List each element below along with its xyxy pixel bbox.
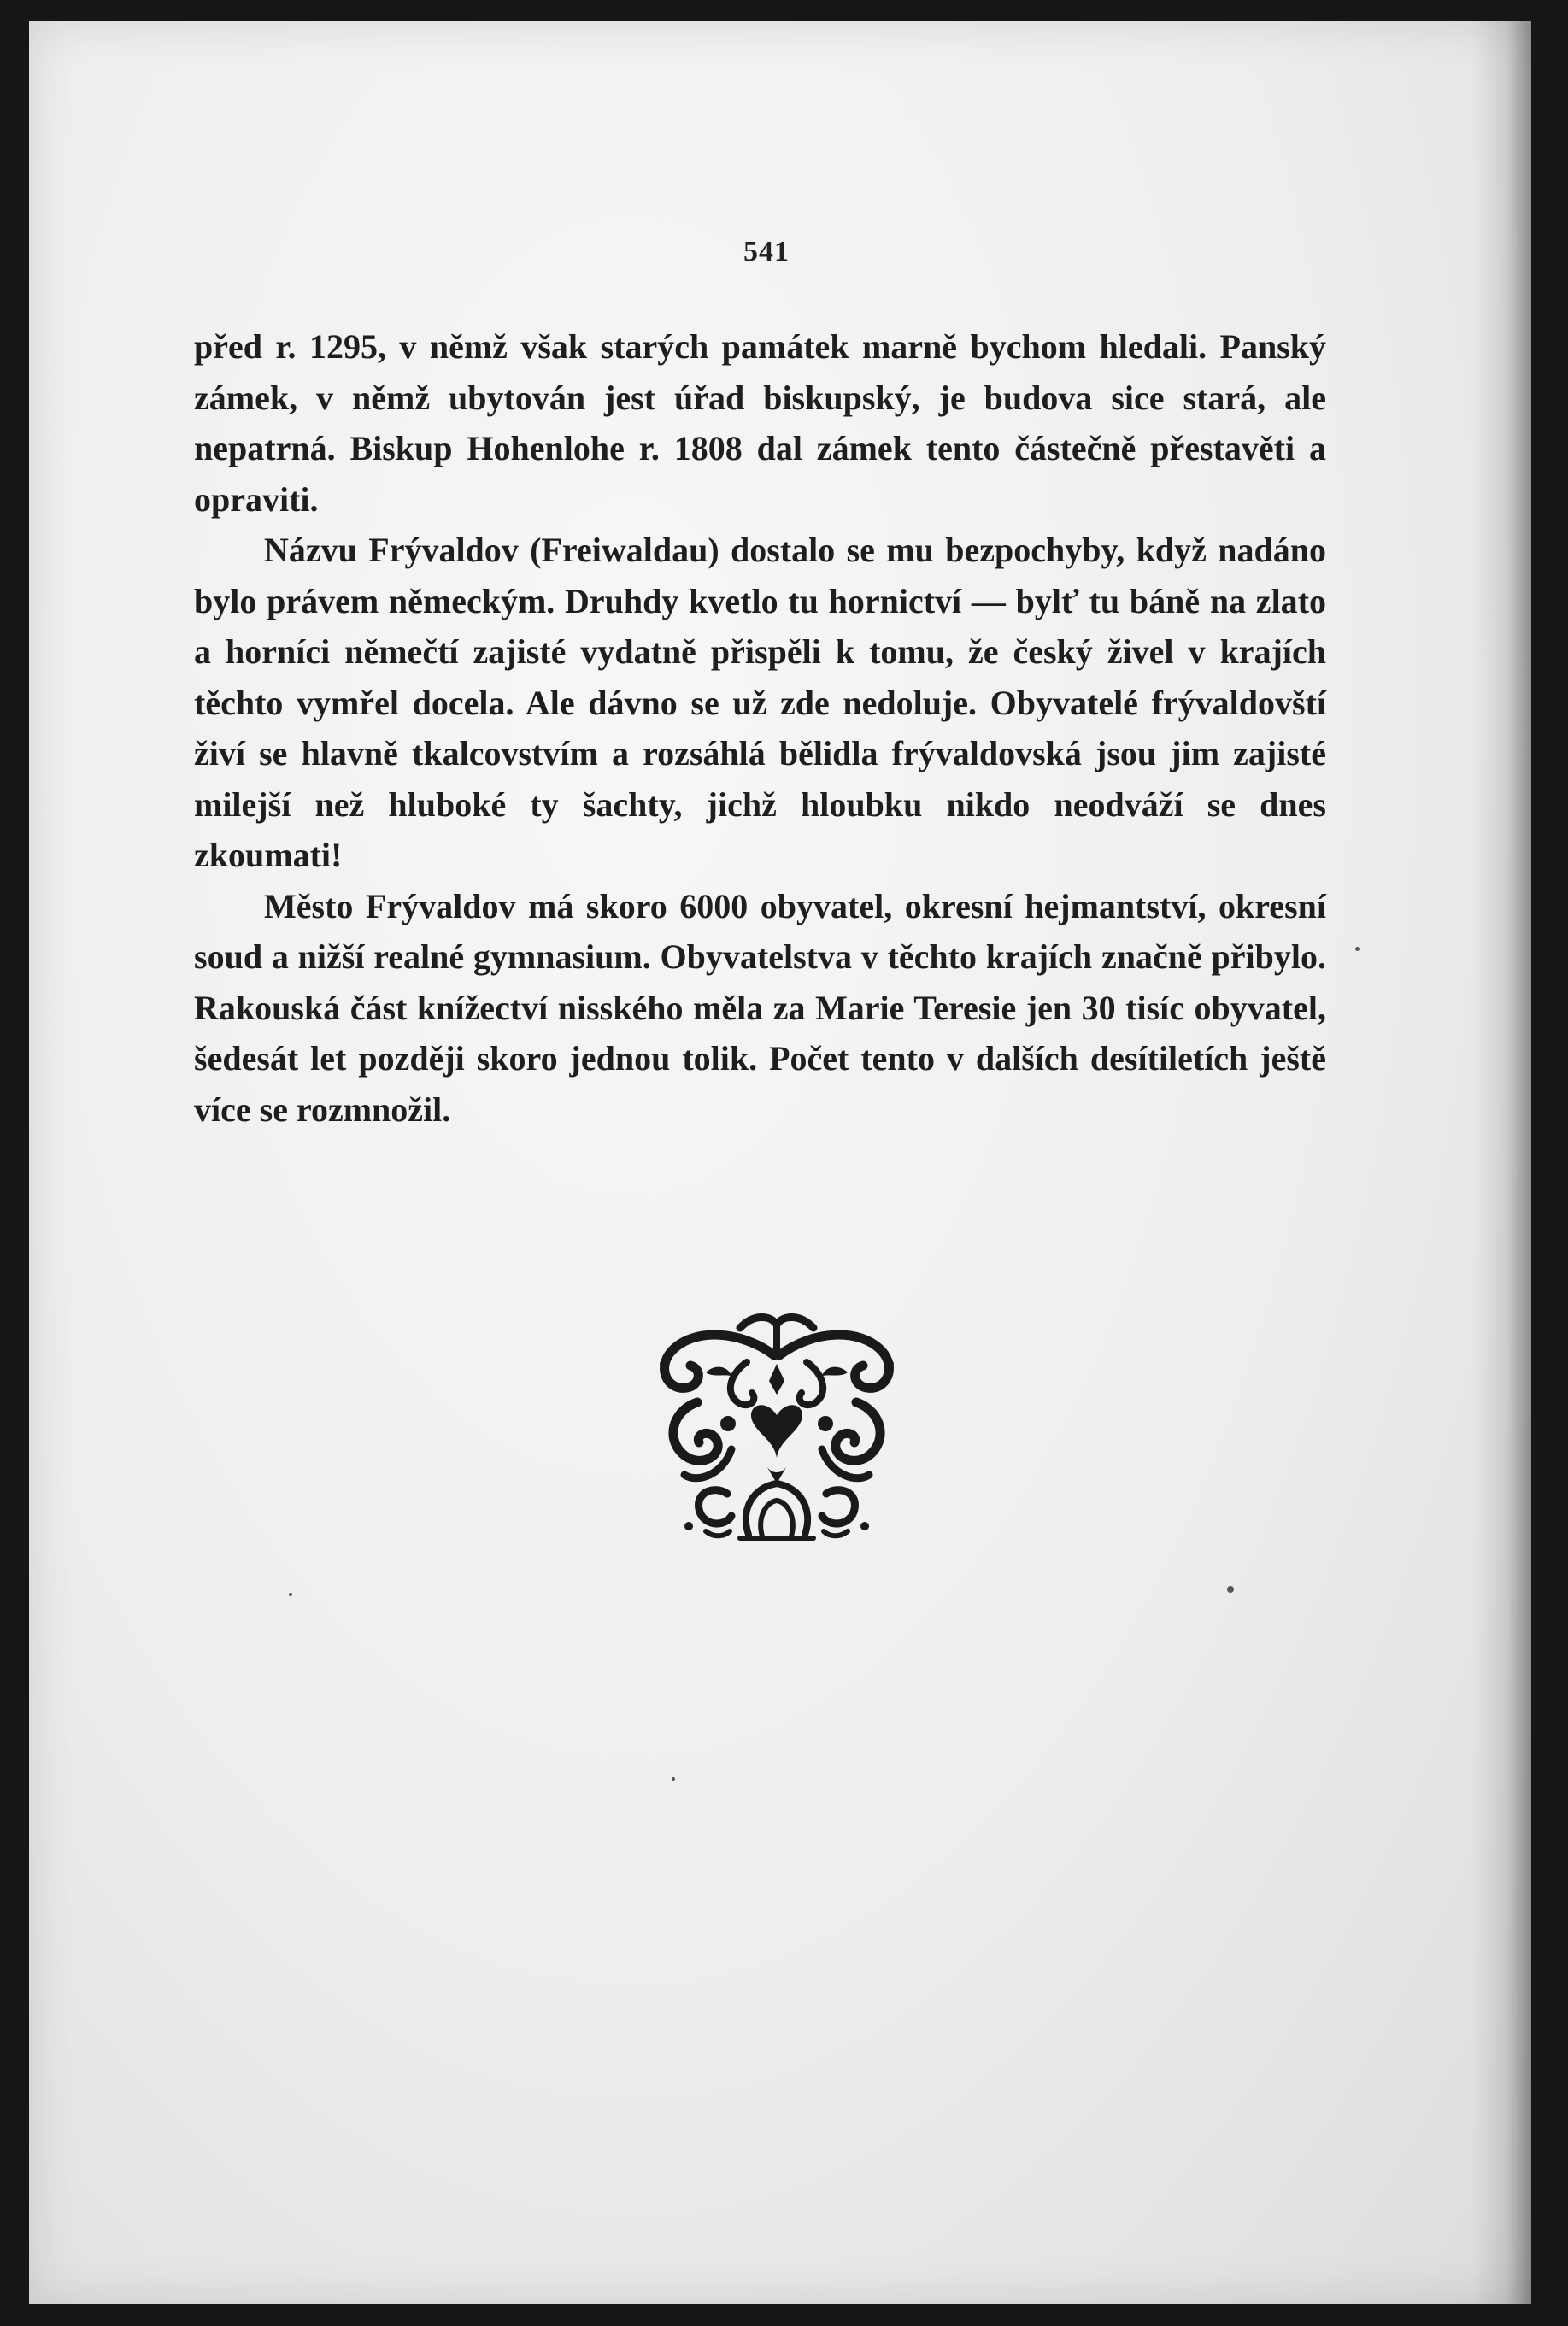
- page-speck: [1355, 947, 1360, 951]
- paragraph-2: Názvu Frývaldov (Freiwaldau) dostalo se mu bezpochyby, když nadáno bylo právem německým. Druhdy kvetlo tu hornictví — bylť tu báně na zlato a horníci němečtí zajisté vydatně přispěli k tomu, že český živel v krajích těchto vymřel docela. Ale dávno se už zde nedoluje. Obyvatelé frývaldovští živí se hlavně tkalcovstvím a rozsáhlá bělidla frývaldovská jsou jim zajisté milejší než hluboké ty šachty, jichž hloubku nikdo neodváží se dnes zkoumati!: [194, 531, 1326, 874]
- paragraph-1: před r. 1295, v němž však starých památek marně bychom hledali. Panský zámek, v němž ubytován jest úřad biskupský, je budova sice stará, ale nepatrná. Biskup Hohenlohe r. 1808 dal zámek tento částečně přestavěti a opraviti.: [194, 327, 1326, 519]
- page-number: 541: [743, 236, 790, 267]
- page-speck: [1227, 1586, 1234, 1593]
- body-text: [194, 321, 1326, 1135]
- book-page: [29, 21, 1531, 2304]
- paragraph-3: Město Frývaldov má skoro 6000 obyvatel, okresní hejmantství, okresní soud a nižší realné gymnasium. Obyvatelstva v těchto krajích značně přibylo. Rakouská část knížectví nisského měla za Marie Teresie jen 30 tisíc obyvatel, šedesát let později skoro jednou tolik. Počet tento v dalších desítiletích ještě více se rozmnožil.: [194, 886, 1326, 1129]
- page-speck: [672, 1777, 675, 1781]
- page-edge-shadow: [1471, 21, 1531, 2304]
- page-speck: [289, 1593, 292, 1596]
- floral-tailpiece-ornament-icon: [646, 1313, 907, 1548]
